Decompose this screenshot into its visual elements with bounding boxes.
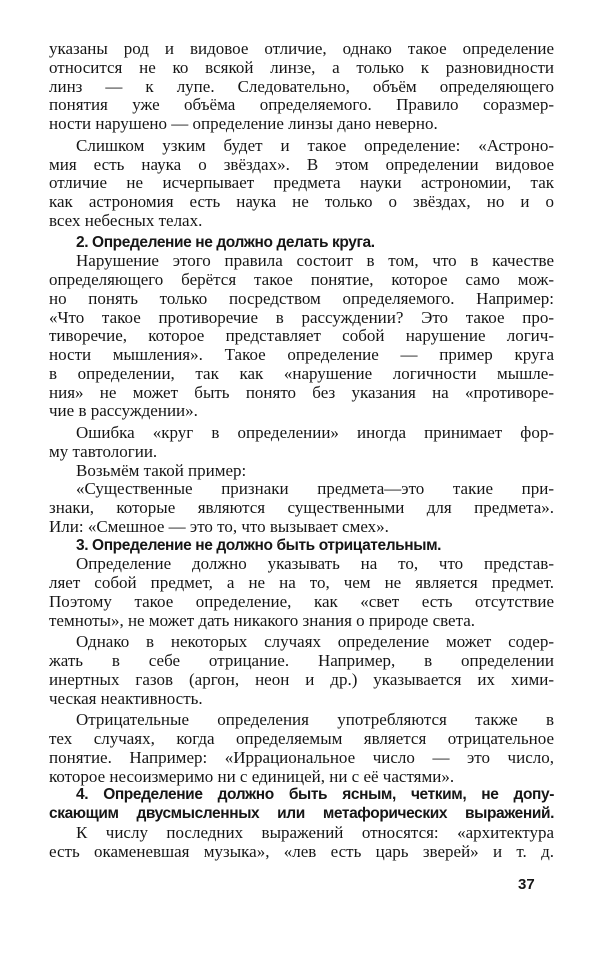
text-line: линз — к лупе. Следовательно, объём определяющего	[49, 76, 554, 96]
text-line: ляет собой предмет, а не на то, чем не является предмет.	[49, 573, 554, 592]
text-line: которое несоизмеримо ни с единицей, ни с её частями».	[49, 766, 455, 786]
text-line: К числу последних выражений относятся: «архитектура	[76, 822, 554, 842]
text-line: Ошибка «круг в определении» иногда принимает фор-	[76, 423, 554, 442]
text-line: всех небесных телах.	[49, 210, 203, 230]
text-line: Отрицательные определения употребляются также в	[76, 710, 554, 730]
text-line: как астрономия есть наука не только о звёздах, но и о	[49, 192, 554, 211]
text-line: Возьмём такой пример:	[76, 460, 247, 480]
text-line: мия есть наука о звёздах». В этом определении видовое	[49, 154, 554, 174]
text-line: «Что такое противоречие в рассуждении? Это такое про-	[49, 307, 554, 327]
text-line: относится не ко всякой линзе, а только к разновидности	[49, 57, 554, 77]
text-line: определяющего берётся такое понятие, которое само мож-	[49, 270, 554, 289]
text-line: знаки, которые являются существенными для предмета».	[49, 498, 554, 517]
section-heading: скающим двусмысленных или метафорических выражений.	[49, 805, 554, 822]
text-line: Поэтому такое определение, как «свет есть отсутствие	[49, 591, 554, 611]
text-line: указаны род и видовое отличие, однако такое определение	[49, 39, 554, 58]
text-line: «Существенные признаки предмета—это такие при-	[76, 479, 554, 499]
text-line: Определение должно указывать на то, что представ-	[76, 554, 554, 574]
text-line: жать в себе отрицание. Например, в определении	[49, 651, 554, 670]
text-line: инертных газов (аргон, неон и др.) указывается их хими-	[49, 669, 554, 689]
page-number: 37	[518, 876, 535, 893]
text-line: Или: «Смешное — это то, что вызывает смех».	[49, 516, 389, 536]
section-heading: 3. Определение не должно быть отрицательным.	[76, 536, 442, 554]
text-line: ния» не может быть понято без указания на «противоре-	[49, 382, 554, 402]
text-line: Нарушение этого правила состоит в том, что в качестве	[76, 251, 554, 271]
text-line: понятия уже объёма определяемого. Правило соразмер-	[49, 95, 554, 115]
text-line: в определении, так как «нарушение логичности мышле-	[49, 363, 554, 383]
text-line: ческая неактивность.	[49, 688, 203, 708]
text-line: чие в рассуждении».	[49, 401, 198, 421]
page-text	[49, 40, 554, 861]
text-line: тех случаях, когда определяемым является отрицательное	[49, 729, 554, 748]
text-line: понятие. Например: «Иррациональное число — это число,	[49, 747, 554, 767]
text-line: отличие не исчерпывает предмета науки астрономии, так	[49, 173, 554, 193]
text-line: ности нарушено — определение линзы дано неверно.	[49, 114, 438, 133]
section-heading: 4. Определение должно быть ясным, четким, не допу-	[76, 786, 554, 804]
text-line: тиворечие, которое представляет собой нарушение логич-	[49, 326, 554, 346]
text-line: есть окаменевшая музыка», «лев есть царь зверей» и т. д.	[49, 841, 554, 861]
text-line: темноты», не может дать никакого знания о природе света.	[49, 610, 476, 630]
text-line: Однако в некоторых случаях определение может содер-	[76, 632, 554, 652]
text-line: му тавтологии.	[49, 441, 158, 461]
text-line: но понять только посредством определяемого. Например:	[49, 288, 554, 308]
text-line: ности мышления». Такое определение — пример круга	[49, 345, 554, 364]
section-heading: 2. Определение не должно делать круга.	[76, 233, 375, 251]
text-line: Слишком узким будет и такое определение: «Астроно-	[76, 135, 554, 155]
